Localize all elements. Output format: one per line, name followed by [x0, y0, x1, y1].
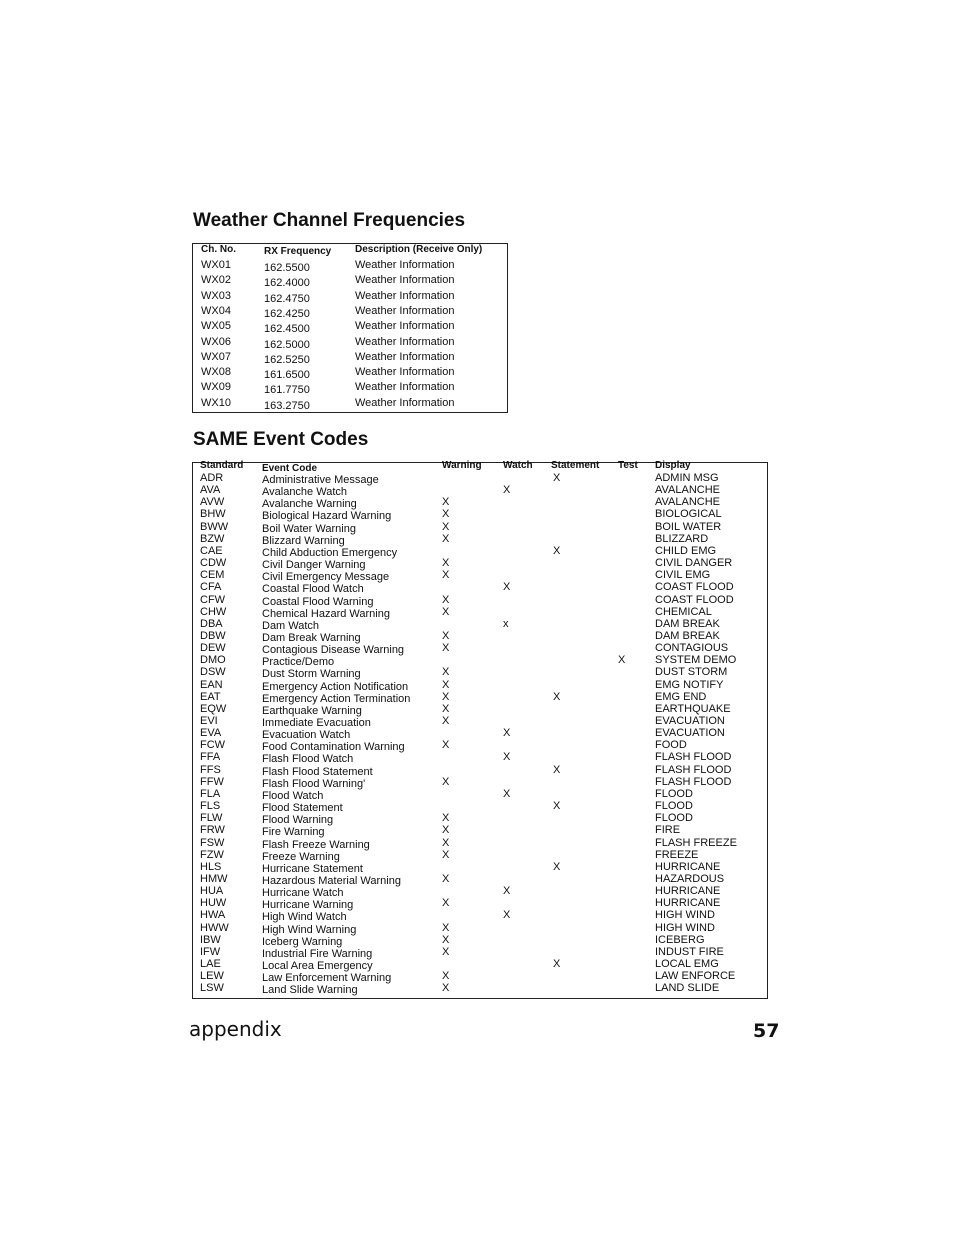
description-cell: Weather Information [355, 381, 455, 394]
description-cell: Weather Information [355, 259, 455, 271]
test-mark: X [618, 654, 626, 667]
frequency-cell: 161.7750 [264, 384, 310, 397]
event-code-cell: High Wind Warning [262, 923, 357, 936]
channel-cell: WX03 [201, 289, 231, 302]
event-code-cell: Dam Break Warning [262, 631, 361, 644]
event-code-cell: Flash Flood Statement [262, 765, 373, 778]
warning-mark: X [442, 629, 450, 642]
standard-cell: AVA [200, 484, 221, 497]
statement-mark: X [553, 860, 561, 873]
standard-cell: CFA [200, 581, 222, 594]
standard-cell: DBW [200, 629, 226, 642]
standard-cell: FSW [200, 836, 225, 849]
display-cell: ICEBERG [655, 933, 705, 946]
standard-cell: EVA [200, 727, 222, 740]
same-codes-table [192, 462, 768, 999]
event-code-cell: Hazardous Material Warning [262, 874, 401, 887]
frequency-cell: 163.2750 [264, 399, 310, 412]
watch-mark: X [503, 727, 511, 740]
warning-mark: X [442, 970, 450, 983]
standard-cell: AVW [200, 496, 225, 509]
warning-mark: X [442, 775, 450, 788]
event-code-cell: Dam Watch [262, 619, 320, 632]
description-cell: Weather Information [355, 396, 455, 409]
event-code-cell: Flood Statement [262, 802, 343, 815]
event-code-cell: Food Contamination Warning [262, 741, 405, 754]
standard-cell: CEM [200, 569, 225, 582]
display-cell: DAM BREAK [655, 629, 720, 642]
channel-cell: WX02 [201, 274, 231, 287]
display-cell: EVACUATION [655, 727, 725, 740]
warning-mark: X [442, 921, 450, 934]
watch-mark: X [503, 581, 511, 594]
standard-cell: BWW [200, 520, 229, 533]
footer-section-label: appendix [189, 1017, 282, 1041]
standard-cell: FCW [200, 739, 226, 752]
column-header-event-code: Event Code [262, 463, 318, 474]
column-header-description: Description (Receive Only) [355, 244, 483, 255]
display-cell: CHILD EMG [655, 544, 717, 557]
display-cell: FLOOD [655, 800, 693, 813]
standard-cell: HLS [200, 860, 222, 873]
event-code-cell: Emergency Action Termination [262, 692, 411, 705]
warning-mark: X [442, 678, 450, 691]
display-cell: FIRE [655, 824, 681, 837]
display-cell: HURRICANE [655, 885, 721, 898]
display-cell: COAST FLOOD [655, 581, 734, 594]
event-code-cell: Hurricane Watch [262, 887, 344, 900]
event-code-cell: Emergency Action Notification [262, 680, 409, 693]
display-cell: HIGH WIND [655, 921, 715, 934]
event-code-cell: Avalanche Watch [262, 486, 347, 499]
standard-cell: DBA [200, 617, 223, 630]
display-cell: AVALANCHE [655, 496, 721, 509]
frequency-cell: 162.4750 [264, 292, 310, 305]
standard-cell: IBW [200, 933, 221, 946]
description-cell: Weather Information [355, 274, 455, 287]
display-cell: EMG NOTIFY [655, 678, 724, 691]
event-code-cell: Dust Storm Warning [262, 668, 361, 681]
display-cell: LOCAL EMG [655, 958, 719, 970]
statement-mark: X [553, 544, 561, 557]
display-cell: EARTHQUAKE [655, 702, 731, 715]
column-header-rx-frequency: RX Frequency [264, 246, 332, 257]
event-code-cell: Blizzard Warning [262, 534, 345, 547]
description-cell: Weather Information [355, 320, 455, 333]
event-code-cell: High Wind Watch [262, 911, 347, 924]
event-code-cell: Iceberg Warning [262, 935, 343, 948]
display-cell: FOOD [655, 739, 687, 752]
standard-cell: FFA [200, 751, 221, 764]
display-cell: SYSTEM DEMO [655, 654, 737, 667]
event-code-cell: Coastal Flood Watch [262, 583, 364, 596]
warning-mark: X [442, 715, 450, 727]
event-code-cell: Earthquake Warning [262, 704, 362, 717]
display-cell: CIVIL DANGER [655, 557, 733, 570]
display-cell: CHEMICAL [655, 605, 712, 618]
standard-cell: LAE [200, 958, 221, 970]
warning-mark: X [442, 605, 450, 618]
description-cell: Weather Information [355, 289, 455, 302]
display-cell: FREEZE [655, 848, 699, 861]
standard-cell: EVI [200, 715, 218, 727]
frequency-cell: 162.4000 [264, 277, 310, 290]
column-header-warning: Warning [442, 460, 482, 471]
standard-cell: FLA [200, 787, 221, 800]
display-cell: FLASH FLOOD [655, 751, 732, 764]
event-code-cell: Local Area Emergency [262, 960, 373, 972]
column-header-channel: Ch. No. [201, 244, 236, 255]
column-header-standard: Standard [200, 460, 244, 471]
standard-cell: DSW [200, 666, 226, 679]
display-cell: DAM BREAK [655, 617, 720, 630]
same-codes-title: SAME Event Codes [193, 429, 369, 450]
event-code-cell: Contagious Disease Warning [262, 644, 405, 657]
standard-cell: CAE [200, 544, 223, 557]
warning-mark: X [442, 945, 450, 958]
warning-mark: X [442, 872, 450, 885]
display-cell: LAND SLIDE [655, 982, 720, 995]
display-cell: FLASH FLOOD [655, 775, 732, 788]
event-code-cell: Avalanche Warning [262, 498, 357, 511]
channel-cell: WX10 [201, 396, 231, 409]
display-cell: EVACUATION [655, 715, 725, 727]
standard-cell: FLS [200, 800, 221, 813]
display-cell: LAW ENFORCE [655, 970, 736, 983]
description-cell: Weather Information [355, 335, 455, 348]
standard-cell: DMO [200, 654, 226, 667]
warning-mark: X [442, 897, 450, 910]
warning-mark: X [442, 739, 450, 752]
event-code-cell: Evacuation Watch [262, 729, 351, 742]
standard-cell: EAT [200, 690, 221, 703]
watch-mark: x [503, 617, 509, 630]
event-code-cell: Fire Warning [262, 826, 325, 839]
event-code-cell: Civil Danger Warning [262, 559, 366, 572]
warning-mark: X [442, 836, 450, 849]
display-cell: HURRICANE [655, 897, 721, 910]
standard-cell: DEW [200, 642, 226, 655]
standard-cell: FFW [200, 775, 224, 788]
statement-mark: X [553, 800, 561, 813]
standard-cell: FFS [200, 763, 221, 776]
weather-frequencies-title: Weather Channel Frequencies [193, 210, 466, 231]
statement-mark: X [553, 690, 561, 703]
standard-cell: IFW [200, 945, 221, 958]
page-number: 57 [753, 1020, 780, 1042]
event-code-cell: Land Slide Warning [262, 984, 358, 997]
watch-mark: X [503, 909, 511, 922]
frequency-cell: 161.6500 [264, 369, 310, 382]
frequency-cell: 162.5500 [264, 262, 310, 274]
description-cell: Weather Information [355, 350, 455, 363]
warning-mark: X [442, 520, 450, 533]
watch-mark: X [503, 484, 511, 497]
standard-cell: HWW [200, 921, 229, 934]
event-code-cell: Boil Water Warning [262, 522, 356, 535]
channel-cell: WX09 [201, 381, 231, 394]
watch-mark: X [503, 787, 511, 800]
watch-mark: X [503, 885, 511, 898]
display-cell: FLOOD [655, 812, 693, 825]
warning-mark: X [442, 508, 450, 521]
event-code-cell: Practice/Demo [262, 656, 335, 669]
display-cell: DUST STORM [655, 666, 728, 679]
event-code-cell: Flash Freeze Warning [262, 838, 370, 851]
standard-cell: HMW [200, 872, 228, 885]
warning-mark: X [442, 532, 450, 545]
statement-mark: X [553, 958, 561, 970]
channel-cell: WX04 [201, 304, 231, 317]
event-code-cell: Administrative Message [262, 474, 379, 486]
warning-mark: X [442, 848, 450, 861]
statement-mark: X [553, 763, 561, 776]
display-cell: ADMIN MSG [655, 472, 719, 484]
event-code-cell: Coastal Flood Warning [262, 595, 374, 608]
display-cell: CIVIL EMG [655, 569, 711, 582]
event-code-cell: Civil Emergency Message [262, 571, 390, 584]
event-code-cell: Flash Flood Warning' [262, 777, 366, 790]
warning-mark: X [442, 982, 450, 995]
event-code-cell: Child Abduction Emergency [262, 546, 398, 559]
display-cell: BIOLOGICAL [655, 508, 722, 521]
description-cell: Weather Information [355, 366, 455, 379]
statement-mark: X [553, 472, 561, 484]
event-code-cell: Law Enforcement Warning [262, 972, 392, 985]
warning-mark: X [442, 557, 450, 570]
display-cell: BOIL WATER [655, 520, 722, 533]
event-code-cell: Hurricane Warning [262, 899, 354, 912]
display-cell: FLOOD [655, 787, 693, 800]
event-code-cell: Immediate Evacuation [262, 717, 371, 729]
watch-mark: X [503, 751, 511, 764]
standard-cell: HUW [200, 897, 227, 910]
warning-mark: X [442, 933, 450, 946]
display-cell: HAZARDOUS [655, 872, 725, 885]
standard-cell: CFW [200, 593, 226, 606]
display-cell: AVALANCHE [655, 484, 721, 497]
column-header-statement: Statement [551, 460, 600, 471]
event-code-cell: Industrial Fire Warning [262, 947, 373, 960]
standard-cell: LSW [200, 982, 224, 995]
frequency-cell: 162.5250 [264, 353, 310, 366]
warning-mark: X [442, 666, 450, 679]
display-cell: COAST FLOOD [655, 593, 734, 606]
channel-cell: WX08 [201, 366, 231, 379]
event-code-cell: Chemical Hazard Warning [262, 607, 390, 620]
frequency-cell: 162.4500 [264, 323, 310, 336]
event-code-cell: Flood Warning [262, 814, 334, 827]
display-cell: CONTAGIOUS [655, 642, 729, 655]
display-cell: HIGH WIND [655, 909, 715, 922]
event-code-cell: Hurricane Statement [262, 862, 363, 875]
event-code-cell: Freeze Warning [262, 850, 340, 863]
display-cell: HURRICANE [655, 860, 721, 873]
channel-cell: WX05 [201, 320, 231, 333]
event-code-cell: Flood Watch [262, 789, 324, 802]
standard-cell: EQW [200, 702, 227, 715]
warning-mark: X [442, 824, 450, 837]
display-cell: FLASH FLOOD [655, 763, 732, 776]
event-code-cell: Flash Flood Watch [262, 753, 354, 766]
standard-cell: BHW [200, 508, 226, 521]
description-cell: Weather Information [355, 304, 455, 317]
warning-mark: X [442, 690, 450, 703]
standard-cell: CHW [200, 605, 227, 618]
standard-cell: HWA [200, 909, 226, 922]
standard-cell: FZW [200, 848, 224, 861]
warning-mark: X [442, 593, 450, 606]
display-cell: INDUST FIRE [655, 945, 724, 958]
frequency-cell: 162.4250 [264, 307, 310, 320]
display-cell: EMG END [655, 690, 707, 703]
channel-cell: WX01 [201, 259, 231, 271]
display-cell: FLASH FREEZE [655, 836, 737, 849]
warning-mark: X [442, 496, 450, 509]
weather-frequencies-table [192, 243, 508, 413]
frequency-cell: 162.5000 [264, 338, 310, 351]
channel-cell: WX07 [201, 350, 231, 363]
standard-cell: FRW [200, 824, 225, 837]
warning-mark: X [442, 702, 450, 715]
standard-cell: BZW [200, 532, 225, 545]
column-header-display: Display [655, 460, 691, 471]
warning-mark: X [442, 812, 450, 825]
standard-cell: CDW [200, 557, 227, 570]
standard-cell: ADR [200, 472, 224, 484]
event-code-cell: Biological Hazard Warning [262, 510, 392, 523]
standard-cell: FLW [200, 812, 223, 825]
column-header-test: Test [618, 460, 638, 471]
channel-cell: WX06 [201, 335, 231, 348]
warning-mark: X [442, 569, 450, 582]
standard-cell: LEW [200, 970, 224, 983]
standard-cell: EAN [200, 678, 223, 691]
display-cell: BLIZZARD [655, 532, 709, 545]
standard-cell: HUA [200, 885, 224, 898]
column-header-watch: Watch [503, 460, 533, 471]
warning-mark: X [442, 642, 450, 655]
